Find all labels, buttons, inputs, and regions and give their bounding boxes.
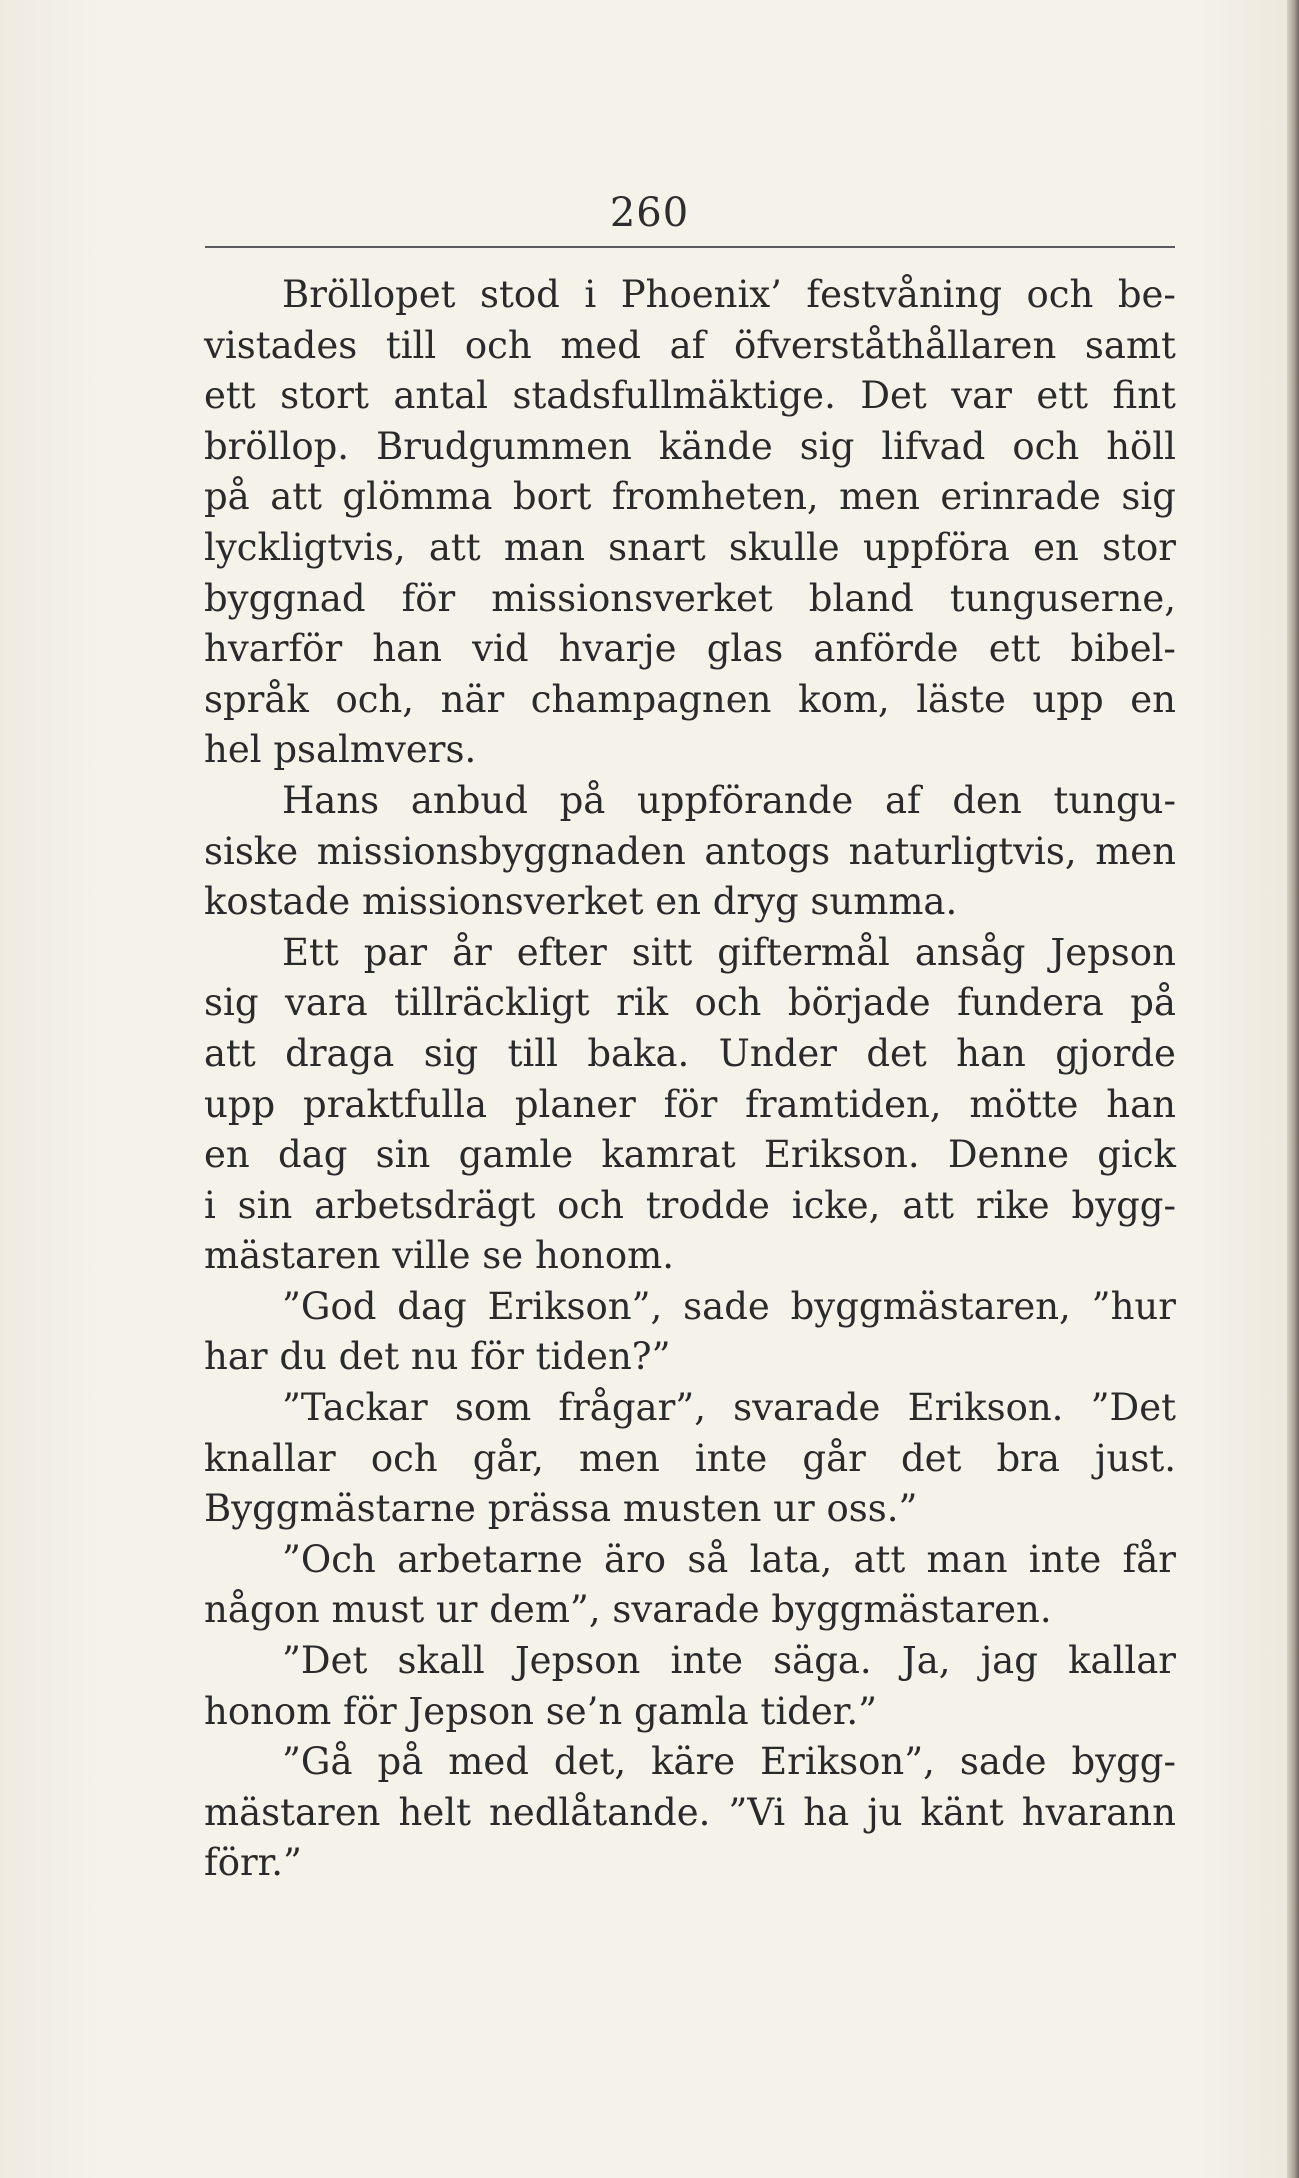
text-line: lyckligtvis, att man snart skulle uppföra en stor — [204, 525, 1176, 569]
text-line: ”Tackar som frågar”, svarade Erikson. ”Det — [282, 1386, 1176, 1430]
text-line: byggnad för missionsverket bland tunguserne, — [204, 576, 1176, 620]
page-number: 260 — [609, 190, 690, 236]
body-text — [204, 270, 1176, 1889]
text-line: sig vara tillräckligt rik och började fundera på — [204, 981, 1176, 1025]
text-line: i sin arbetsdrägt och trodde icke, att rike bygg- — [204, 1183, 1176, 1227]
text-line: Bröllopet stod i Phoenix’ festvåning och be- — [282, 273, 1176, 316]
text-line: förr.” — [204, 1841, 302, 1885]
text-line: på att glömma bort fromheten, men erinrade sig — [204, 475, 1176, 519]
text-line: Byggmästarne prässa musten ur oss.” — [204, 1487, 918, 1531]
text-line: mästaren ville se honom. — [204, 1234, 674, 1278]
text-line: ”God dag Erikson”, sade byggmästaren, ”hur — [282, 1284, 1176, 1328]
text-line: Hans anbud på uppförande af den tungu- — [282, 778, 1176, 822]
text-line: ”Och arbetarne äro så lata, att man inte får — [282, 1537, 1176, 1581]
text-line: en dag sin gamle kamrat Erikson. Denne gick — [204, 1133, 1176, 1177]
text-line: någon must ur dem”, svarade byggmästaren. — [204, 1588, 1052, 1632]
text-line: språk och, när champagnen kom, läste upp en — [204, 677, 1176, 721]
text-line: upp praktfulla planer för framtiden, mötte han — [204, 1082, 1176, 1126]
text-line: siske missionsbyggnaden antogs naturligtvis, men — [204, 829, 1176, 873]
text-line: Ett par år efter sitt giftermål ansåg Jepson — [282, 930, 1176, 974]
text-line: kostade missionsverket en dryg summa. — [204, 880, 958, 924]
text-line: att draga sig till baka. Under det han gjorde — [204, 1031, 1176, 1075]
text-line: knallar och går, men inte går det bra just. — [204, 1436, 1176, 1480]
text-line: honom för Jepson se’n gamla tider.” — [204, 1689, 878, 1733]
text-line: hel psalmvers. — [204, 728, 477, 772]
text-line: ”Det skall Jepson inte säga. Ja, jag kallar — [282, 1639, 1176, 1683]
page-edge — [1287, 0, 1299, 2178]
text-line: ett stort antal stadsfullmäktige. Det var ett fint — [204, 374, 1176, 418]
text-line: bröllop. Brudgummen kände sig lifvad och höll — [204, 424, 1176, 468]
text-line: vistades till och med af öfverståthållaren samt — [204, 323, 1176, 367]
header-rule — [205, 246, 1175, 248]
text-line: mästaren helt nedlåtande. ”Vi ha ju känt hvarann — [204, 1790, 1176, 1834]
text-line: ”Gå på med det, käre Erikson”, sade bygg- — [282, 1740, 1176, 1784]
text-line: har du det nu för tiden?” — [204, 1335, 671, 1379]
text-line: hvarför han vid hvarje glas anförde ett bibel- — [204, 627, 1176, 671]
